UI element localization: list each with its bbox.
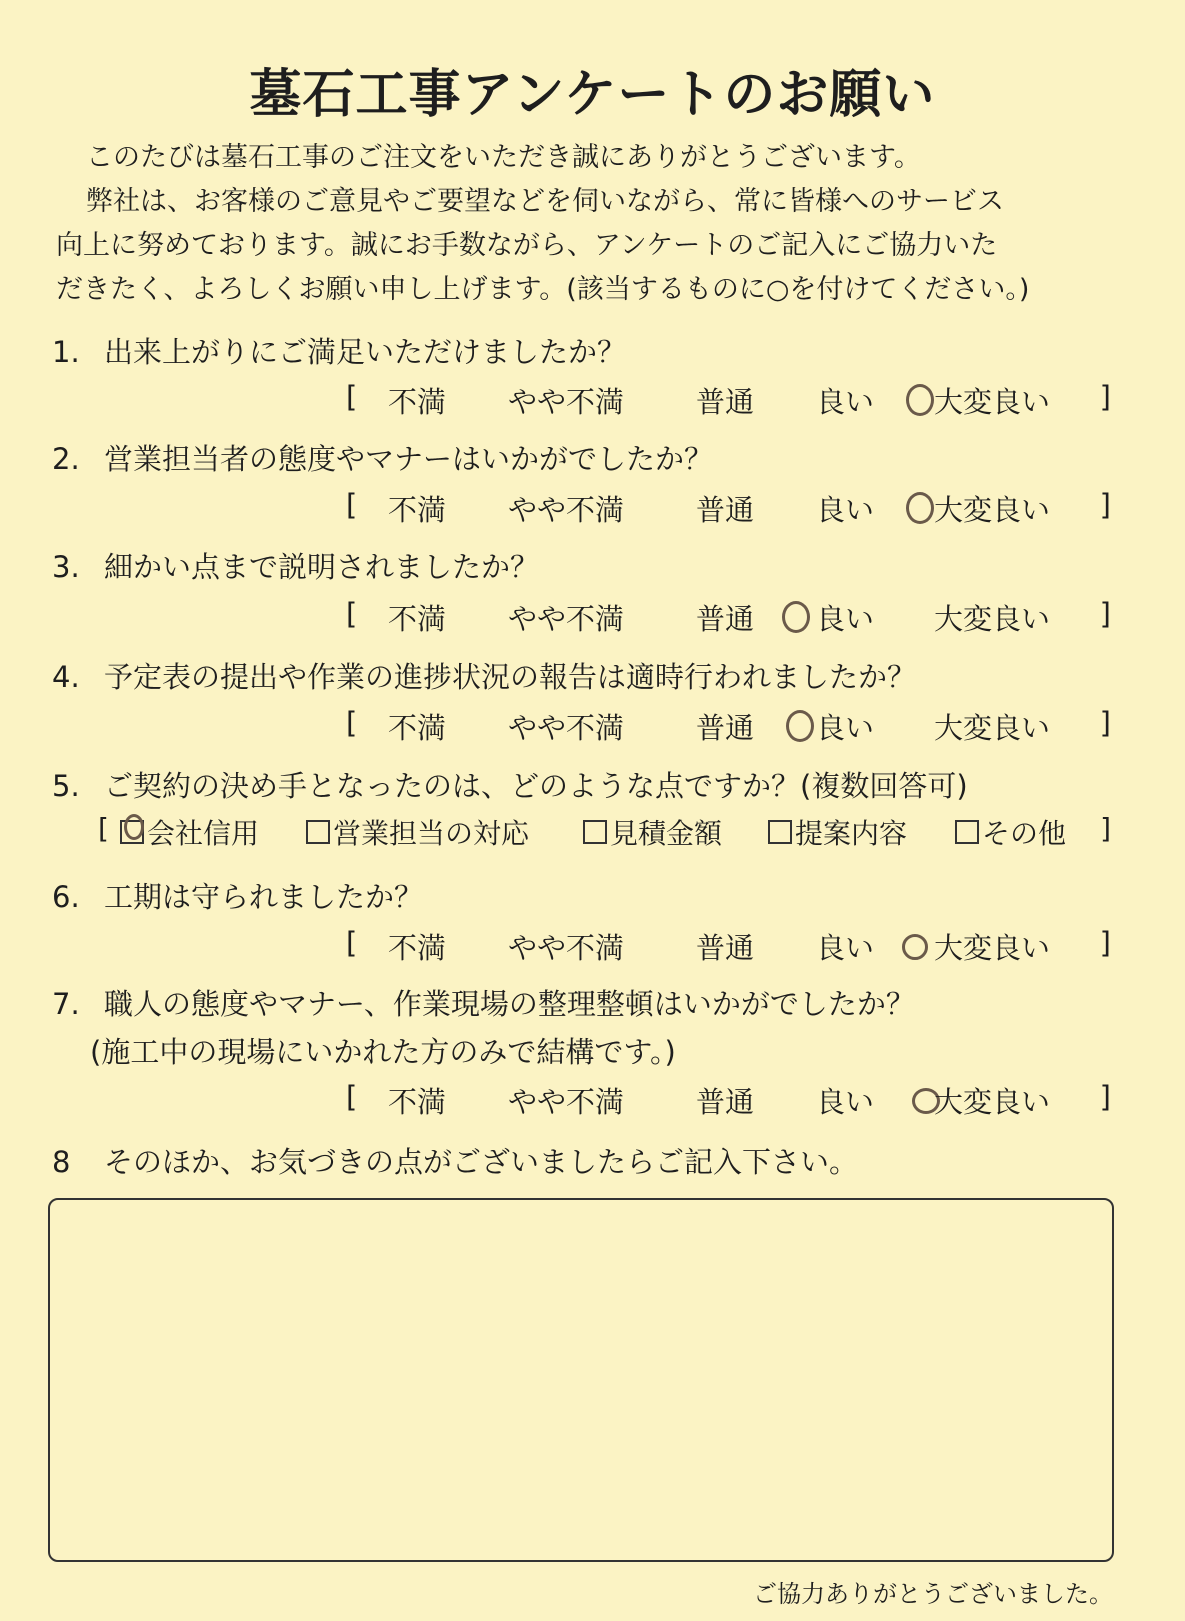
checkbox-icon <box>306 820 330 844</box>
answer-circle-mark <box>786 710 814 742</box>
option-yaya-fuman[interactable]: やや不満 <box>508 385 625 419</box>
option-yoi[interactable]: 良い <box>816 931 875 965</box>
option-yoi[interactable]: 良い <box>816 385 875 419</box>
question-7-note: (施工中の現場にいかれた方のみで結構です。) <box>90 1035 676 1069</box>
answer-circle-mark <box>902 934 928 960</box>
option-yaya-fuman[interactable]: やや不満 <box>508 931 625 965</box>
answer-circle-mark <box>782 601 810 633</box>
checkbox-icon <box>583 820 607 844</box>
question-text: ご契約の決め手となったのは、どのような点ですか？(複数回答可) <box>104 769 968 803</box>
option-futsu[interactable]: 普通 <box>696 711 755 745</box>
question-number: 6. <box>52 880 80 914</box>
question-number: 1. <box>52 335 80 369</box>
intro-line: 向上に努めております。誠にお手数ながら、アンケートのご記入にご協力いた <box>56 230 998 261</box>
option-yaya-fuman[interactable]: やや不満 <box>508 711 625 745</box>
option-yaya-fuman[interactable]: やや不満 <box>508 1085 625 1119</box>
option-fuman[interactable]: 不満 <box>388 493 447 527</box>
question-6 <box>52 875 423 916</box>
option-fuman[interactable]: 不満 <box>388 711 447 745</box>
bracket-close: ] <box>1099 706 1111 740</box>
checkbox-label: 見積金額 <box>610 817 723 850</box>
bracket-close: ] <box>1099 597 1111 631</box>
rating-scale-4 <box>346 706 1111 746</box>
question-1 <box>52 330 626 371</box>
option-futsu[interactable]: 普通 <box>696 1085 755 1119</box>
option-yaya-fuman[interactable]: やや不満 <box>508 602 625 636</box>
question-7 <box>52 982 915 1023</box>
option-yaya-fuman[interactable]: やや不満 <box>508 493 625 527</box>
question-3 <box>52 545 539 586</box>
rating-scale-7 <box>346 1080 1111 1120</box>
option-taihen-yoi[interactable]: 大変良い <box>934 493 1051 527</box>
question-number: 8 <box>52 1145 71 1179</box>
bracket-open: [ <box>346 1080 358 1114</box>
question-2 <box>52 437 713 478</box>
option-futsu[interactable]: 普通 <box>696 385 755 419</box>
option-futsu[interactable]: 普通 <box>696 931 755 965</box>
option-futsu[interactable]: 普通 <box>696 493 755 527</box>
question-4 <box>52 655 916 696</box>
question-5 <box>52 764 968 805</box>
rating-scale-3 <box>346 597 1111 637</box>
option-yoi[interactable]: 良い <box>816 493 875 527</box>
bracket-open: [ <box>346 380 358 414</box>
bracket-open: [ <box>346 706 358 740</box>
checkbox-label: 営業担当の対応 <box>333 817 530 850</box>
rating-scale-2 <box>346 488 1111 528</box>
option-yoi[interactable]: 良い <box>816 602 875 636</box>
question-text: 出来上がりにご満足いただけましたか？ <box>104 335 627 369</box>
option-taihen-yoi[interactable]: 大変良い <box>934 711 1051 745</box>
bracket-close: ] <box>1099 380 1111 414</box>
checkbox-estimate-amount[interactable] <box>583 812 722 852</box>
question-number: 5. <box>52 769 80 803</box>
checkbox-sales-response[interactable] <box>306 812 529 852</box>
question-text: 職人の態度やマナー、作業現場の整理整頓はいかがでしたか？ <box>104 987 915 1021</box>
bracket-close: ] <box>1099 926 1111 960</box>
page-title: 墓石工事アンケートのお願い <box>249 65 936 125</box>
option-taihen-yoi[interactable]: 大変良い <box>934 602 1051 636</box>
intro-line: このたびは墓石工事のご注文をいただき誠にありがとうございます。 <box>86 142 921 173</box>
option-yoi[interactable]: 良い <box>816 1085 875 1119</box>
option-yoi[interactable]: 良い <box>816 711 875 745</box>
rating-scale-1 <box>346 380 1111 420</box>
option-fuman[interactable]: 不満 <box>388 385 447 419</box>
comment-textarea[interactable] <box>48 1198 1114 1562</box>
question-number: 4. <box>52 660 80 694</box>
checkbox-icon <box>955 820 979 844</box>
question-text: 細かい点まで説明されましたか？ <box>104 550 540 584</box>
question-number: 3. <box>52 550 80 584</box>
option-taihen-yoi[interactable]: 大変良い <box>934 931 1051 965</box>
question-number: 2. <box>52 442 80 476</box>
question-number: 7. <box>52 987 80 1021</box>
intro-line: 弊社は、お客様のご意見やご要望などを伺いながら、常に皆様へのサービス <box>86 186 1004 217</box>
checkbox-label: 提案内容 <box>795 817 908 850</box>
checkbox-label: 会社信用 <box>147 817 260 850</box>
question-text: そのほか、お気づきの点がございましたらご記入下さい。 <box>104 1145 859 1179</box>
bracket-open: [ <box>346 926 358 960</box>
checkbox-company-trust[interactable] <box>120 812 259 852</box>
checkbox-proposal-content[interactable] <box>768 812 907 852</box>
question-text: 工期は守られましたか？ <box>104 880 424 914</box>
checkbox-checked-icon <box>120 820 144 844</box>
rating-scale-6 <box>346 926 1111 966</box>
intro-line: だきたく、よろしくお願い申し上げます。(該当するものに○を付けてください。) <box>56 274 1030 305</box>
thanks-text: ご協力ありがとうございました。 <box>753 1580 1113 1608</box>
answer-circle-mark <box>906 492 934 524</box>
intro-text <box>56 136 1136 312</box>
question-text: 予定表の提出や作業の進捗状況の報告は適時行われましたか？ <box>104 660 917 694</box>
bracket-close: ] <box>1099 488 1111 522</box>
checkbox-label: その他 <box>982 817 1067 850</box>
question-text: 営業担当者の態度やマナーはいかがでしたか？ <box>104 442 714 476</box>
option-futsu[interactable]: 普通 <box>696 602 755 636</box>
question-8 <box>52 1140 858 1181</box>
option-fuman[interactable]: 不満 <box>388 931 447 965</box>
bracket-close: ] <box>1100 812 1111 845</box>
bracket-open: [ <box>346 597 358 631</box>
decision-factor-checkboxes <box>98 812 1111 854</box>
bracket-open: [ <box>346 488 358 522</box>
checkbox-other[interactable] <box>955 812 1066 852</box>
checkbox-icon <box>768 820 792 844</box>
option-fuman[interactable]: 不満 <box>388 1085 447 1119</box>
option-taihen-yoi[interactable]: 大変良い <box>934 385 1051 419</box>
bracket-open: [ <box>98 812 109 845</box>
answer-circle-mark <box>906 384 934 416</box>
option-taihen-yoi[interactable]: 大変良い <box>934 1085 1051 1119</box>
option-fuman[interactable]: 不満 <box>388 602 447 636</box>
bracket-close: ] <box>1099 1080 1111 1114</box>
